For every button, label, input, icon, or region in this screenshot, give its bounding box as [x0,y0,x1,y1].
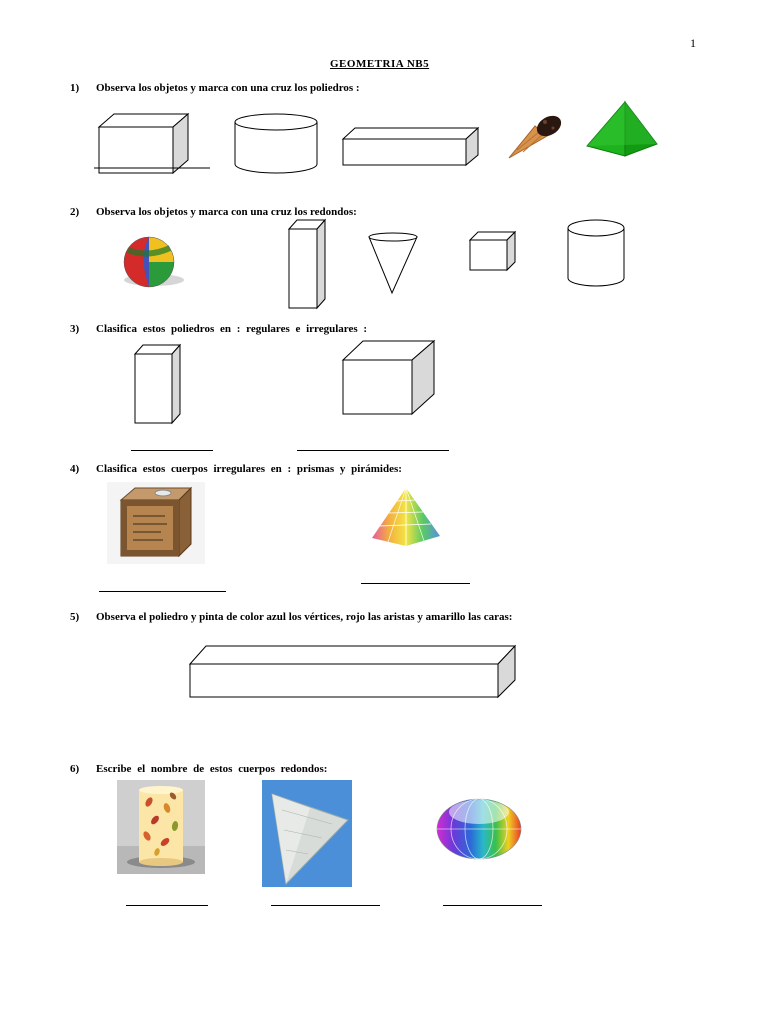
question-6-text: Escribe el nombre de estos cuerpos redondos: [96,763,328,775]
page-title: GEOMETRIA NB5 [330,58,430,70]
question-2-text: Observa los objetos y marca con una cruz los redondos: [96,206,357,218]
page-number: 1 [690,36,696,50]
cube-icon[interactable] [94,113,214,175]
cone-photo-icon[interactable] [262,780,352,887]
question-1-number: 1) [70,82,80,94]
question-6 [70,763,327,775]
cone-icon[interactable] [366,231,420,295]
answer-line-4a[interactable] [99,591,226,592]
question-3-text: Clasifica estos poliedros en : regulares e irregulares : [96,323,368,335]
ball-icon[interactable] [118,236,188,292]
question-6-number: 6) [70,763,80,775]
question-2-number: 2) [70,206,80,218]
small-cube-icon[interactable] [468,231,518,273]
cylinder-small-icon[interactable] [566,218,628,290]
prism-icon[interactable] [342,127,482,167]
tall-prism-icon[interactable] [287,219,329,311]
answer-line-6c[interactable] [443,905,542,906]
answer-line-4b[interactable] [361,583,470,584]
question-3 [70,323,367,335]
sphere-icon[interactable] [435,794,523,860]
question-5-text: Observa el poliedro y pinta de color azul los vértices, rojo las aristas y amarillo las caras: [96,611,513,623]
question-4 [70,463,402,475]
green-pyramid-icon[interactable] [585,100,661,158]
answer-line-6b[interactable] [271,905,380,906]
question-5 [70,611,512,623]
question-3-number: 3) [70,323,80,335]
question-5-number: 5) [70,611,80,623]
cylinder-icon[interactable] [233,112,321,176]
question-1 [70,82,360,94]
rainbow-pyramid-icon[interactable] [368,486,444,550]
lamp-cylinder-icon[interactable] [117,780,205,874]
question-4-number: 4) [70,463,80,475]
answer-line-3b[interactable] [297,450,449,451]
question-2 [70,206,357,218]
question-1-text: Observa los objetos y marca con una cruz los poliedros : [96,82,360,94]
wooden-crate-icon[interactable] [107,482,205,564]
box-icon[interactable] [341,340,437,418]
answer-line-3a[interactable] [131,450,213,451]
answer-line-6a[interactable] [126,905,208,906]
ice-cream-cone-icon[interactable] [505,112,565,162]
rect-prism-icon[interactable] [133,344,183,426]
long-prism-icon[interactable] [188,644,520,700]
question-4-text: Clasifica estos cuerpos irregulares en : prismas y pirámides: [96,463,402,475]
